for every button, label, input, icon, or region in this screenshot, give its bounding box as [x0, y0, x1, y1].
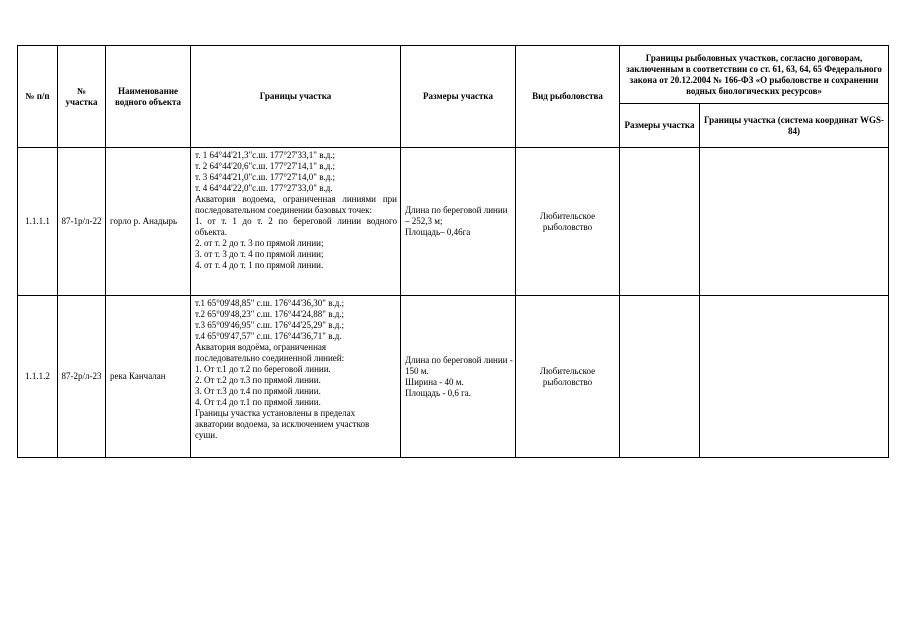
size-line: Длина по береговой линии - 150 м. — [405, 354, 513, 376]
row-borders — [191, 296, 401, 458]
border-line: 3. от т. 3 до т. 4 по прямой линии; — [195, 249, 324, 259]
size-line: Длина по береговой линии – 252,3 м; — [405, 205, 508, 226]
row-sub-size — [620, 148, 700, 296]
border-line: т.2 65°09'48,23" с.ш. 176°44'24,88" в.д.; — [195, 309, 345, 319]
table-row — [18, 148, 889, 296]
subheader-borders-wgs84: Границы участка (система координат WGS-84) — [700, 104, 889, 148]
row-sub-borders — [700, 296, 889, 458]
row-borders — [191, 148, 401, 296]
border-line: 4. от т. 4 до т. 1 по прямой линии. — [195, 260, 324, 270]
row-water-body: горло р. Анадырь — [106, 148, 191, 296]
row-num: 1.1.1.1 — [18, 148, 58, 296]
row-size — [401, 296, 516, 458]
header-size: Размеры участка — [401, 46, 516, 148]
border-line: Границы участка установлены в пределах акватории водоема, за исключением участков суши. — [195, 408, 370, 440]
row-plot: 87-2р/л-23 — [58, 296, 106, 458]
row-fishing-type: Любительское рыболовство — [516, 148, 620, 296]
size-line: Площадь– 0,46га — [405, 227, 471, 237]
border-line: т. 3 64°44'21,0"с.ш. 177°27'14,0" в.д.; — [195, 172, 336, 182]
border-line: т. 1 64°44'21,3"с.ш. 177°27'33,1" в.д.; — [195, 150, 336, 160]
header-num-plot: № участка — [58, 46, 106, 148]
border-line: Акватория водоема, ограниченная линиями при последовательном соединении базовых точек: — [195, 194, 397, 215]
row-num: 1.1.1.2 — [18, 296, 58, 458]
border-line: 1. от т. 1 до т. 2 по береговой линии водного объекта. — [195, 216, 397, 237]
header-row — [18, 46, 889, 104]
fishing-plots-table — [17, 45, 889, 458]
size-line: Площадь - 0,6 га. — [405, 387, 472, 398]
border-line: Акватория водоёма, ограниченная последовательно соединенной линией: — [195, 342, 345, 363]
header-group-title: Границы рыболовных участков, согласно договорам, заключенным в соответствии со ст. 61, 63, 64, 65 Федерального закона от 20.12.2004 № 166-ФЗ «О рыболовстве и сохранении водных биологических ресурсов» — [620, 46, 889, 104]
border-line: 2. От т.2 до т.3 по прямой линии. — [195, 375, 321, 385]
row-sub-borders — [700, 148, 889, 296]
row-plot: 87-1р/л-22 — [58, 148, 106, 296]
border-line: т. 2 64°44'20,6"с.ш. 177°27'14,1" в.д.; — [195, 161, 336, 171]
border-line: т.3 65°09'46,95" с.ш. 176°44'25,29" в.д.; — [195, 320, 345, 330]
row-size — [401, 148, 516, 296]
row-fishing-type: Любительское рыболовство — [516, 296, 620, 458]
header-fishing-type: Вид рыболовства — [516, 46, 620, 148]
border-line: 4. От т.4 до т.1 по прямой линии. — [195, 397, 321, 407]
border-line: т.1 65°09'48,85" с.ш. 176°44'36,30" в.д.; — [195, 298, 345, 308]
border-line: 3. От т.3 до т.4 по прямой линии. — [195, 386, 321, 396]
border-line: 2. от т. 2 до т. 3 по прямой линии; — [195, 238, 324, 248]
border-line: т. 4 64°44'22,0"с.ш. 177°27'33,0" в.д. — [195, 183, 333, 193]
row-water-body: река Канчалан — [106, 296, 191, 458]
border-line: 1. От т.1 до т.2 по береговой линии. — [195, 364, 331, 374]
size-line: Ширина - 40 м. — [405, 376, 464, 387]
table-row — [18, 296, 889, 458]
header-borders: Границы участка — [191, 46, 401, 148]
header-water-body: Наименование водного объекта — [106, 46, 191, 148]
row-sub-size — [620, 296, 700, 458]
subheader-size: Размеры участка — [620, 104, 700, 148]
header-num-pp: № п/п — [18, 46, 58, 148]
border-line: т.4 65°09'47,57" с.ш. 176°44'36,71" в.д. — [195, 331, 342, 341]
